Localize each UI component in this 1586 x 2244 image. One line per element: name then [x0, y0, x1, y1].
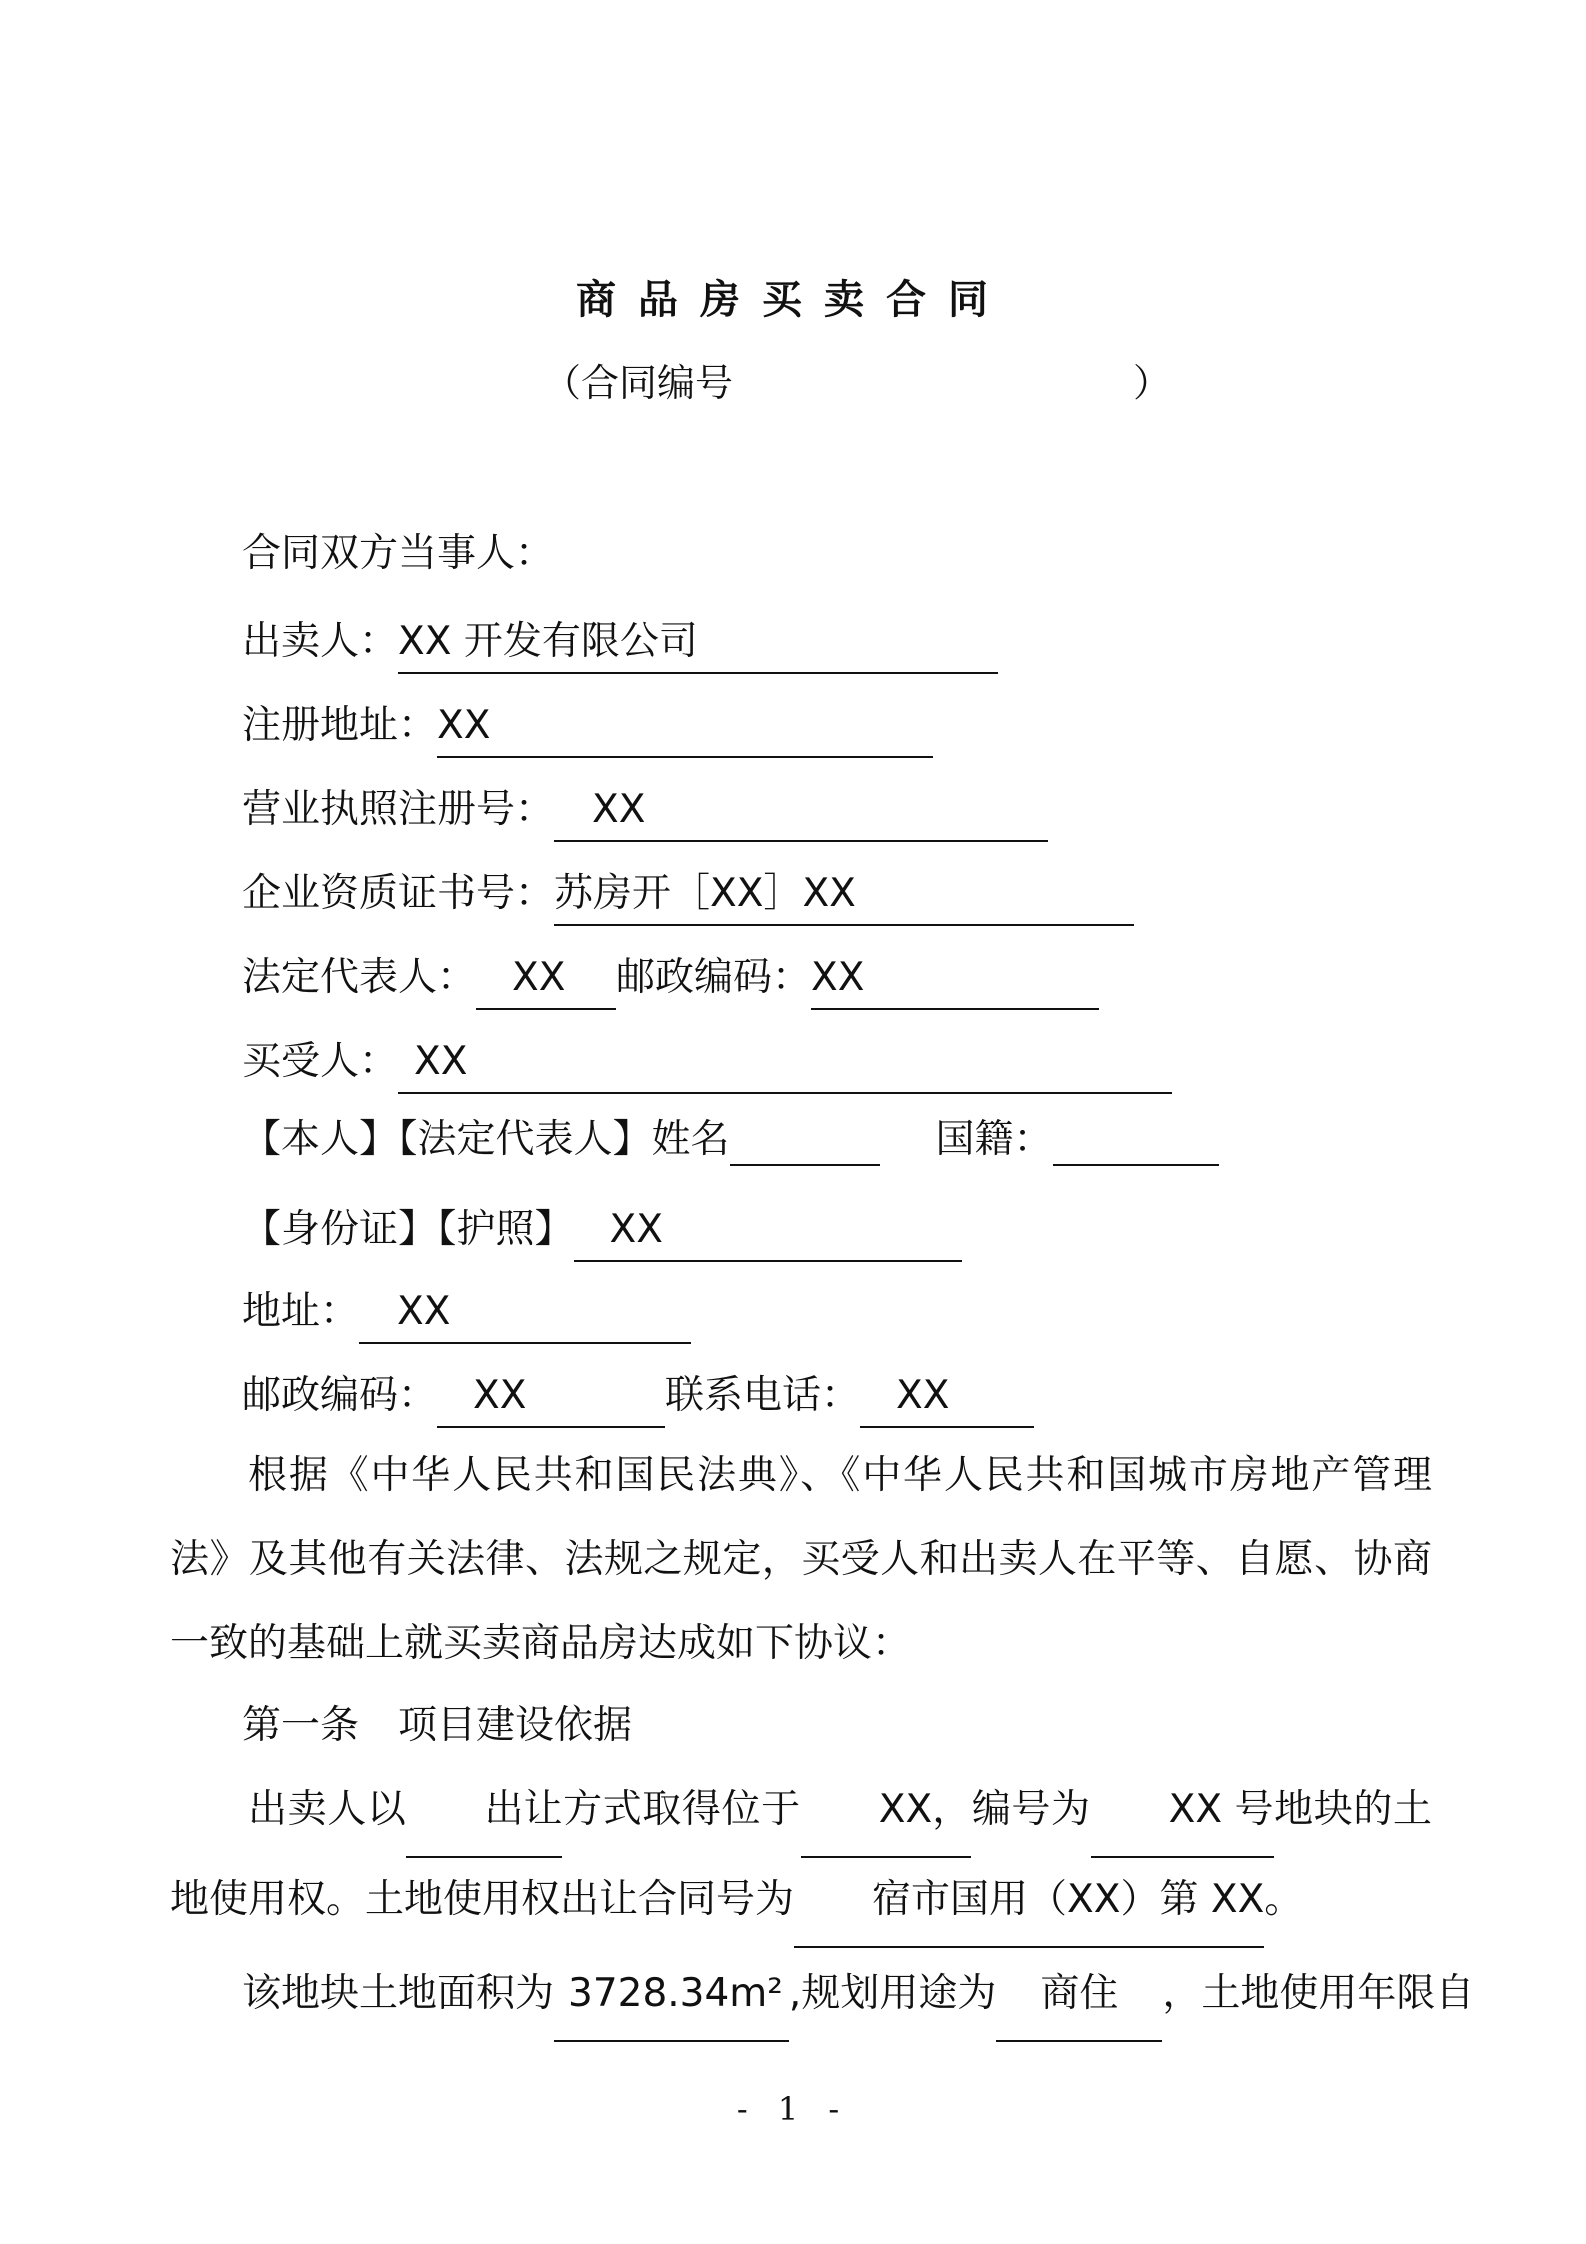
page-number: - 1 -	[736, 2090, 850, 2128]
buyer-phone-label: 联系电话：	[665, 1373, 861, 1418]
a1p2-text-a: 该地块土地面积为	[242, 1971, 555, 2016]
a1p1-location: XX，	[801, 1768, 971, 1858]
article1-heading: 第一条 项目建设依据	[242, 1703, 633, 1748]
seller-address-value: XX	[437, 700, 933, 758]
a1p1-text-e: 。	[1264, 1877, 1304, 1922]
buyer-contact-line	[242, 1370, 1034, 1428]
a1p2-use: 商住	[996, 1952, 1162, 2042]
preamble-paragraph: 根据《中华人民共和国民法典》、《中华人民共和国城市房地产管理法》及其他有关法律、法规之规定，买受人和出卖人在平等、自愿、协商一致的基础上就买卖商品房达成如下协议：	[170, 1453, 1432, 1666]
seller-postcode-value: XX	[811, 952, 1099, 1010]
page-title: 商品房买卖合同	[576, 277, 1010, 323]
buyer-name-blank	[730, 1116, 880, 1166]
a1p1-method: 出让	[406, 1768, 562, 1858]
contract-number-close: ）	[1133, 361, 1172, 405]
buyer-address-line	[242, 1286, 691, 1344]
buyer-label: 买受人：	[242, 1039, 399, 1084]
buyer-nationality-label: 国籍：	[935, 1117, 1053, 1162]
buyer-id-label: 【身份证】【护照】	[242, 1207, 574, 1252]
a1p2-area: 3728.34m²	[554, 1952, 789, 2042]
buyer-nationality-blank	[1053, 1116, 1219, 1166]
buyer-id-line	[242, 1204, 962, 1262]
contract-number-label: （合同编号	[543, 361, 734, 405]
buyer-person-label: 【本人】【法定代表人】姓名	[242, 1117, 730, 1162]
a1p2-text-c: ，土地使用年限自	[1162, 1971, 1475, 2016]
seller-line	[242, 616, 998, 674]
article1-paragraph-2	[242, 1952, 1504, 2042]
seller-license-value: XX	[554, 784, 1048, 842]
buyer-value: XX	[398, 1036, 1172, 1094]
seller-qualification-line	[242, 868, 1134, 926]
buyer-phone-value: XX	[860, 1370, 1034, 1428]
buyer-postcode-label: 邮政编码：	[242, 1373, 438, 1418]
buyer-person-line	[242, 1114, 1219, 1166]
a1p1-text-c: 编号为	[971, 1787, 1091, 1832]
seller-address-line	[242, 700, 933, 758]
a1p1-contract-no: 宿市国用（XX）第 XX	[794, 1858, 1264, 1948]
seller-address-label: 注册地址：	[242, 703, 438, 748]
buyer-address-label: 地址：	[242, 1289, 360, 1334]
seller-license-label: 营业执照注册号：	[242, 787, 555, 832]
seller-postcode-label: 邮政编码：	[616, 955, 812, 1000]
seller-license-line	[242, 784, 1048, 842]
buyer-address-value: XX	[359, 1286, 691, 1344]
buyer-postcode-value: XX	[437, 1370, 665, 1428]
a1p1-text-d: 地块的土地使用权。土地使用权出让合同号为	[170, 1787, 1432, 1922]
seller-rep-value: XX	[476, 952, 616, 1010]
seller-rep-label: 法定代表人：	[242, 955, 477, 1000]
parties-heading: 合同双方当事人：	[242, 531, 555, 576]
contract-number-line	[543, 357, 1171, 409]
a1p1-text-a: 出卖人以	[248, 1787, 407, 1832]
seller-value: XX 开发有限公司	[398, 616, 998, 674]
seller-qualification-value: 苏房开［XX］XX	[554, 868, 1134, 926]
a1p2-text-b: ,规划用途为	[788, 1971, 997, 2016]
seller-qualification-label: 企业资质证书号：	[242, 871, 555, 916]
buyer-id-value: XX	[574, 1204, 962, 1262]
seller-rep-line	[242, 952, 1099, 1010]
buyer-line	[242, 1036, 1172, 1094]
article1-paragraph-1	[170, 1768, 1432, 1948]
a1p1-plot: XX 号	[1091, 1768, 1274, 1858]
seller-label: 出卖人：	[242, 619, 399, 664]
a1p1-text-b: 方式取得位于	[562, 1787, 801, 1832]
